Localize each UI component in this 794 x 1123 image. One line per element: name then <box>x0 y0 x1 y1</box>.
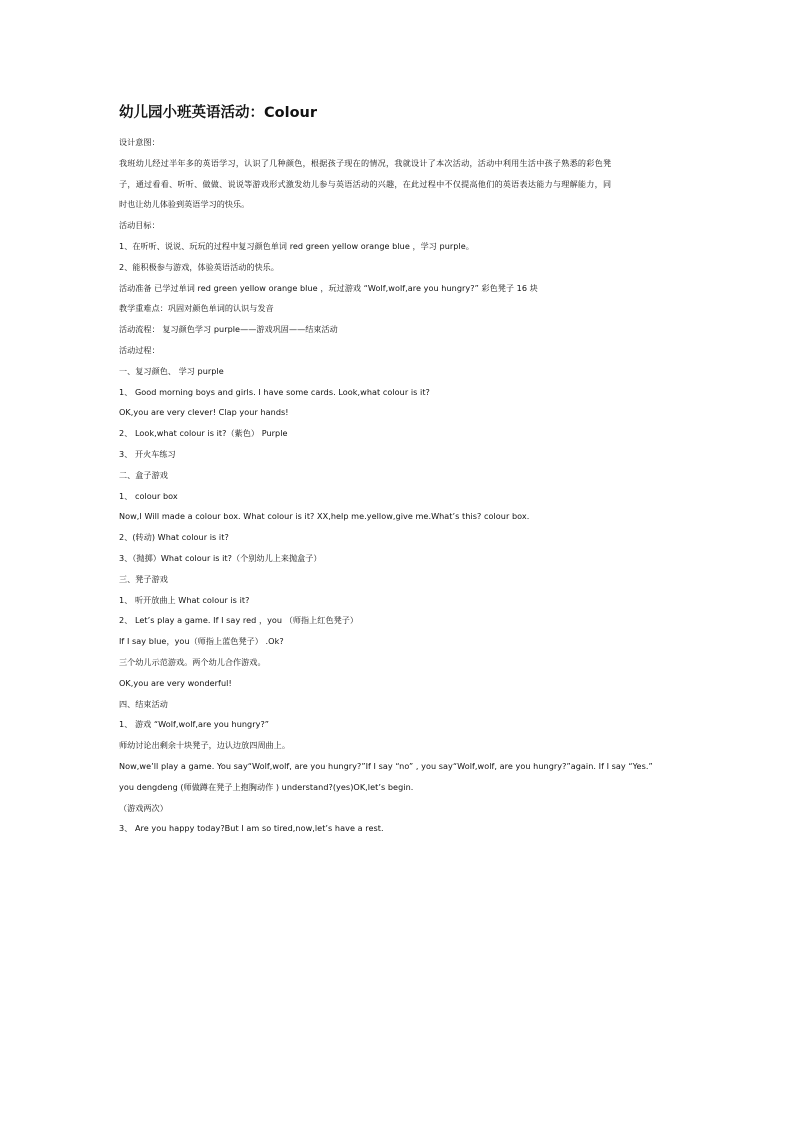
subsection-heading: 三、凳子游戏 <box>119 573 168 584</box>
process-line: you dengdeng (师做蹲在凳子上抱胸动作 ) understand?(yes)OK,let’s begin. <box>119 781 414 792</box>
goal-item: 2、能积极参与游戏，体验英语活动的快乐。 <box>119 261 279 272</box>
paragraph-line: 时也让幼儿体验到英语学习的快乐。 <box>119 199 250 210</box>
section-heading-process: 活动过程： <box>119 344 160 355</box>
flow-line: 活动流程： 复习颜色学习 purple——游戏巩固——结束活动 <box>119 324 338 335</box>
subsection-heading: 二、盒子游戏 <box>119 469 168 480</box>
process-line: 3、 开火车练习 <box>119 448 176 459</box>
section-heading-design-intent: 设计意图： <box>119 137 160 147</box>
document-title: 幼儿园小班英语活动：Colour <box>119 105 318 121</box>
paragraph-line: 子，通过看看、听听、做做、说说等游戏形式激发幼儿参与英语活动的兴趣，在此过程中不仅提高他们的英语表达能力与理解能力，同 <box>119 178 612 189</box>
process-line: 3、 Are you happy today?But I am so tired,now,let’s have a rest. <box>119 823 384 834</box>
document-content <box>119 102 679 839</box>
process-line: OK,you are very wonderful! <box>119 677 232 688</box>
process-line: 1、 听开放曲上 What colour is it? <box>119 594 250 605</box>
goal-item: 1、在听听、说说、玩玩的过程中复习颜色单词 red green yellow orange blue ，学习 purple。 <box>119 240 474 251</box>
subsection-heading: 一、复习颜色、 学习 purple <box>119 365 224 376</box>
subsection-heading: 四、结束活动 <box>119 698 168 709</box>
process-line: 2、 Let’s play a game. If I say red ，you （师指上红色凳子） <box>119 615 359 626</box>
process-line: （游戏两次） <box>119 802 168 813</box>
process-line: 1、 colour box <box>119 490 178 501</box>
process-line: OK,you are very clever! Clap your hands! <box>119 407 289 418</box>
section-heading-goals: 活动目标： <box>119 220 160 231</box>
preparation-line: 活动准备 已学过单词 red green yellow orange blue ，玩过游戏 “Wolf,wolf,are you hungry?” 彩色凳子 16 块 <box>119 282 538 293</box>
process-line: 2、(转动) What colour is it? <box>119 532 229 543</box>
paragraph-line: 我班幼儿经过半年多的英语学习，认识了几种颜色，根据孩子现在的情况，我就设计了本次活动，活动中利用生活中孩子熟悉的彩色凳 <box>119 157 612 168</box>
process-line: 三个幼儿示范游戏。两个幼儿合作游戏。 <box>119 656 266 667</box>
process-line: 1、 游戏 “Wolf,wolf,are you hungry?” <box>119 719 270 730</box>
key-points-line: 教学重难点：巩固对颜色单词的认识与发音 <box>119 303 274 314</box>
process-line: 1、 Good morning boys and girls. I have some cards. Look,what colour is it? <box>119 386 430 397</box>
process-line: 师幼讨论出剩余十块凳子，边认边放四周曲上。 <box>119 740 291 751</box>
process-line: 3、（抛掷）What colour is it?（个别幼儿上来抛盒子） <box>119 552 322 563</box>
process-line: Now,I Will made a colour box. What colour is it? XX,help me.yellow,give me.What’s this? colour box. <box>119 511 530 522</box>
process-line: 2、 Look,what colour is it?（紫色） Purple <box>119 428 288 439</box>
process-line: Now,we’ll play a game. You say“Wolf,wolf, are you hungry?”If I say “no” , you say“Wolf,wolf, are you hungry?”again. If I say “Yes.” <box>119 760 653 771</box>
process-line: If I say blue，you（师指上蓝色凳子） .Ok? <box>119 636 284 647</box>
